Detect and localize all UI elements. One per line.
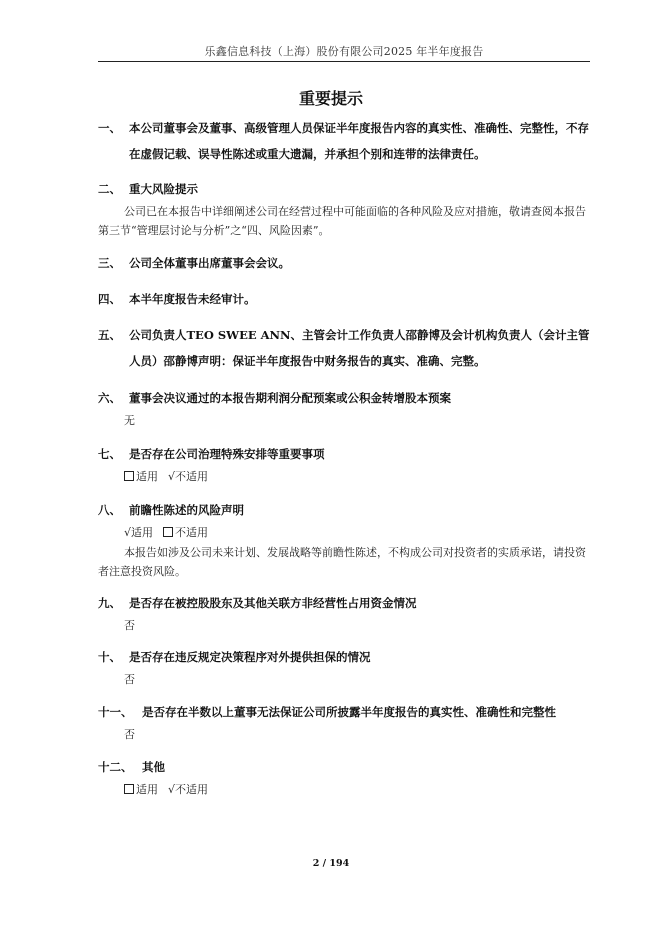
section-heading	[98, 176, 592, 202]
section-title: 是否存在违反规定决策程序对外提供担保的情况	[129, 650, 371, 664]
section-7	[98, 441, 592, 487]
section-heading	[98, 754, 592, 780]
section-heading	[98, 322, 592, 374]
section-title: 本公司董事会及董事、高级管理人员保证半年度报告内容的真实性、准确性、完整性，不存在虚假记载、误导性陈述或重大遗漏，并承担个别和连带的法律责任。	[129, 121, 589, 161]
section-heading	[98, 644, 592, 670]
section-heading	[98, 497, 592, 523]
section-number: 九、	[98, 596, 121, 610]
section-number: 四、	[98, 292, 121, 306]
header-rule	[98, 61, 590, 62]
section-number: 十二、	[98, 760, 133, 774]
option-not-applicable: √不适用	[168, 783, 209, 796]
section-heading	[98, 286, 592, 312]
section-heading	[98, 590, 592, 616]
section-title: 公司负责人TEO SWEE ANN、主管会计工作负责人邵静博及会计机构负责人（会计主管人员）邵静博声明：保证半年度报告中财务报告的真实、准确、完整。	[129, 328, 590, 368]
checkbox-icon	[124, 471, 134, 481]
section-number: 十一、	[98, 705, 133, 719]
page-number: 2 / 194	[312, 858, 350, 869]
section-heading	[98, 250, 592, 276]
checkbox-icon	[124, 784, 134, 794]
checkbox-icon	[163, 527, 173, 537]
section-title: 前瞻性陈述的风险声明	[129, 503, 244, 517]
section-number: 一、	[98, 121, 121, 135]
section-number: 三、	[98, 256, 121, 270]
section-title: 公司全体董事出席董事会会议。	[129, 256, 290, 270]
section-12	[98, 754, 592, 800]
section-10	[98, 644, 592, 689]
section-4	[98, 286, 592, 312]
option-not-applicable: 不适用	[175, 526, 209, 539]
section-body: 本报告如涉及公司未来计划、发展战略等前瞻性陈述，不构成公司对投资者的实质承诺，请投资者注意投资风险。	[98, 546, 586, 578]
section-9	[98, 590, 592, 635]
section-8	[98, 497, 592, 581]
section-title: 是否存在公司治理特殊安排等重要事项	[129, 447, 325, 461]
section-heading	[98, 441, 592, 467]
option-applicable: 适用	[136, 783, 158, 796]
running-header: 乐鑫信息科技（上海）股份有限公司2025 年半年度报告	[204, 45, 484, 58]
section-title: 本半年度报告未经审计。	[129, 292, 256, 306]
section-heading	[98, 115, 592, 167]
section-heading	[98, 699, 592, 725]
section-11	[98, 699, 592, 744]
section-3	[98, 250, 592, 276]
section-title: 其他	[142, 760, 165, 774]
applicability-options	[98, 780, 592, 800]
section-heading	[98, 385, 592, 411]
section-number: 十、	[98, 650, 121, 664]
section-number: 八、	[98, 503, 121, 517]
section-body: 公司已在本报告中详细阐述公司在经营过程中可能面临的各种风险及应对措施，敬请查阅本报告第三节“管理层讨论与分析”之“四、风险因素”。	[98, 205, 586, 237]
section-6	[98, 385, 592, 430]
page-title: 重要提示	[298, 89, 363, 108]
section-2	[98, 176, 592, 240]
option-not-applicable: √不适用	[168, 470, 209, 483]
section-number: 六、	[98, 391, 121, 405]
section-title: 是否存在半数以上董事无法保证公司所披露半年度报告的真实性、准确性和完整性	[142, 705, 556, 719]
section-body: 否	[124, 619, 135, 632]
section-number: 七、	[98, 447, 121, 461]
applicability-options	[98, 523, 592, 543]
option-applicable: 适用	[136, 470, 158, 483]
section-body: 否	[124, 673, 135, 686]
section-number: 五、	[98, 328, 121, 342]
applicability-options	[98, 467, 592, 487]
option-applicable: √适用	[124, 526, 154, 539]
section-1	[98, 115, 592, 167]
section-title: 董事会决议通过的本报告期利润分配预案或公积金转增股本预案	[129, 391, 451, 405]
section-number: 二、	[98, 182, 121, 196]
section-title: 是否存在被控股股东及其他关联方非经营性占用资金情况	[129, 596, 417, 610]
section-body: 否	[124, 728, 135, 741]
section-title: 重大风险提示	[129, 182, 198, 196]
section-body: 无	[124, 414, 135, 427]
section-5	[98, 322, 592, 374]
